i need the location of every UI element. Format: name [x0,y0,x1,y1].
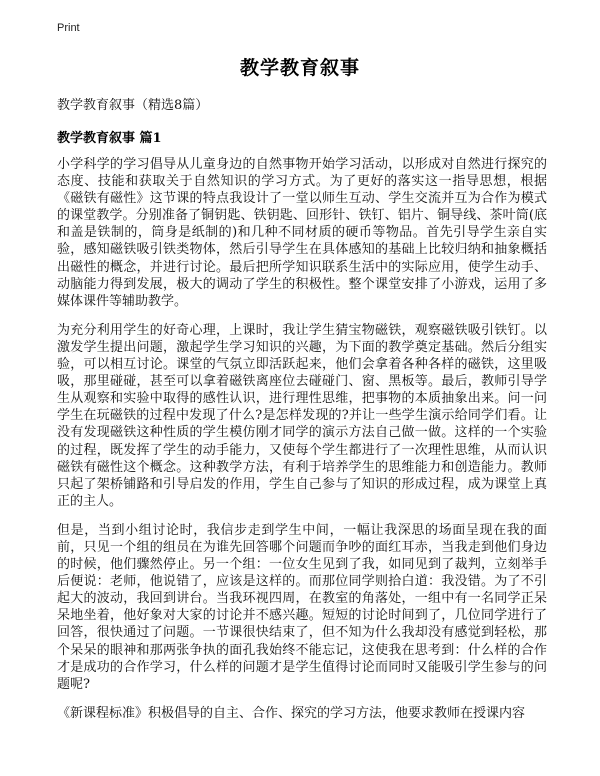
document-title: 教学教育叙事 [239,57,360,79]
paragraph-2: 为充分利用学生的好奇心理，上课时，我让学生猜宝物磁铁，观察磁铁吸引铁钉。以激发学生提出问题，激起学生学习知识的兴趣，为下面的教学奠定基础。然后分组实验，可以相互讨论。课堂的气氛立即活跃起来，他们会拿着各种各样的磁铁，这里吸吸，那里碰碰，甚至可以拿着磁铁离座位去碰碰门、窗、黑板等。最后，教师引导学生从观察和实验中取得的感性认识，进行理性思维，把事物的本质抽象出来。问一问学生在玩磁铁的过程中发现了什么?是怎样发现的?并让一些学生演示给同学们看。让没有发现磁铁这种性质的学生模仿刚才同学的演示方法自己做一做。这样的一个实验的过程，既发挥了学生的动手能力，又使每个学生都进行了一次理性思维，从而认识磁铁有磁性这个概念。这种教学方法，有利于培养学生的思维能力和创造能力。教师只起了架桥铺路和引导启发的作用，学生自己参与了知识的形成过程，成为课堂上真正的主人。 [57,322,547,509]
paragraph-4: 《新课程标准》积极倡导的自主、合作、探究的学习方法，他要求教师在授课内容 [57,705,526,721]
print-label[interactable]: Print [57,22,80,34]
paragraph-1: 小学科学的学习倡导从儿童身边的自然事物开始学习活动，以形成对自然进行探究的态度、技能和获取关于自然知识的学习方式。为了更好的落实这一指导思想，根据《磁铁有磁性》这节课的特点我设计了一堂以师生互动、学生交流并互为合作为模式的课堂教学。分别准备了铜钥匙、铁钥匙、回形针、铁钉、铝片、铜导线、茶叶筒(底和盖是铁制的，筒身是纸制的)和几种不同材质的硬币等物品。首先引导学生亲自实验，感知磁铁吸引铁类物体，然后引导学生在具体感知的基础上比较归纳和抽象概括出磁性的概念，并进行讨论。最后把所学知识联系生活中的实际应用，使学生动手、动脑能力得到发展，极大的调动了学生的积极性。整个课堂安排了小游戏，运用了多媒体课件等辅助教学。 [57,157,547,309]
document-subtitle: 教学教育叙事（精选8篇） [57,98,209,113]
section-heading: 教学教育叙事 篇1 [57,131,162,146]
paragraph-3: 但是，当到小组讨论时，我信步走到学生中间，一幅让我深思的场面呈现在我的面前，只见一个组的组员在为谁先回答哪个问题而争吵的面红耳赤，当我走到他们身边的时候，他们骤然停止。另一个组：一位女生见到了我，如同见到了裁判，立刻举手后便说：老师，他说错了，应该是这样的。而那位同学则拾白道：我没错。为了不引起大的波动，我回到讲台。当我环视四周，在教室的角落处，一组中有一名同学正呆呆地坐着，他好象对大家的讨论并不感兴趣。短短的讨论时间到了，几位同学进行了回答，很快通过了问题。一节课很快结束了，但不知为什么我却没有感觉到轻松，那个呆呆的眼神和那两张争执的面孔我始终不能忘记，这使我在思考到：什么样的合作才是成功的合作学习，什么样的问题才是学生值得讨论而同时又能吸引学生参与的问题呢? [57,522,547,692]
document-body [57,156,547,734]
